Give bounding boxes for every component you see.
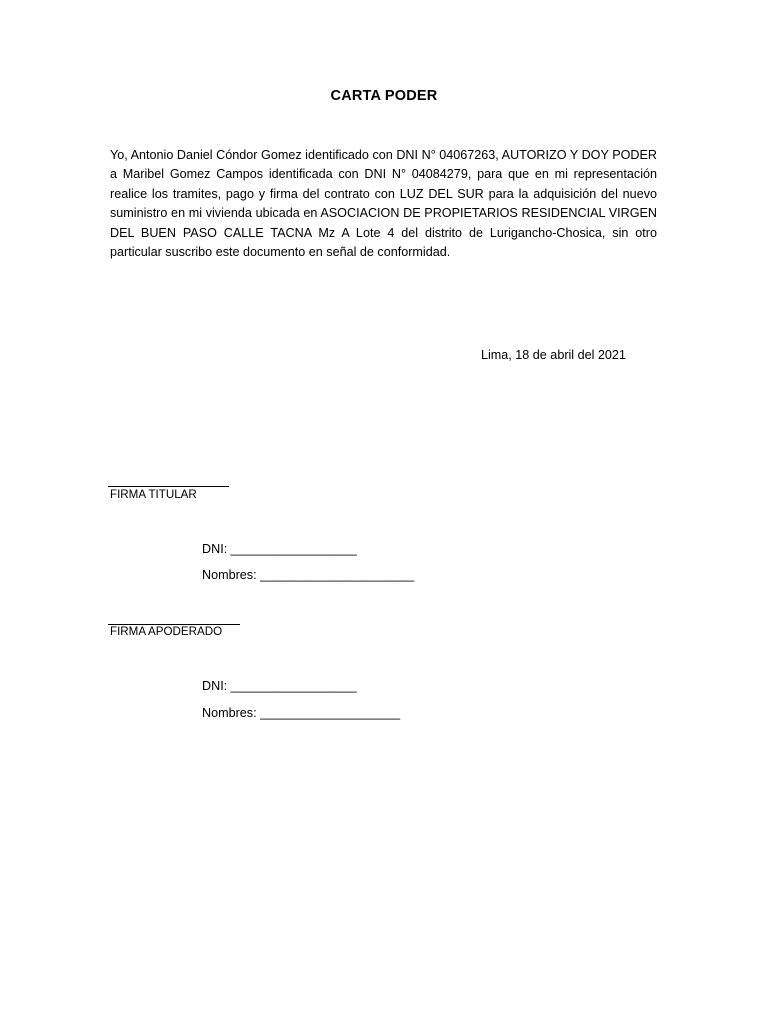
titular-nombres-field: Nombres: ______________________ [202, 568, 415, 582]
titular-signature-label: FIRMA TITULAR [110, 488, 197, 501]
titular-dni-field: DNI: __________________ [202, 542, 357, 556]
document-body-paragraph: Yo, Antonio Daniel Cóndor Gomez identificado con DNI N° 04067263, AUTORIZO Y DOY PODER a Maribel Gomez Campos identificada con DNI N° 04084279, para que en mi representación realice los tramites, pago y firma del contrato con LUZ DEL SUR para la adquisición del nuevo suministro en mi vivienda ubicada en ASOCIACION DE PROPIETARIOS RESIDENCIAL VIRGEN DEL BUEN PASO CALLE TACNA Mz A Lote 4 del distrito de Lurigancho-Chosica, sin otro particular suscribo este documento en señal de conformidad. [110, 148, 657, 260]
apoderado-signature-label: FIRMA APODERADO [110, 625, 223, 638]
apoderado-dni-field: DNI: __________________ [202, 679, 357, 693]
document-date: Lima, 18 de abril del 2021 [481, 348, 626, 362]
document-title: CARTA PODER [330, 88, 438, 104]
apoderado-nombres-field: Nombres: ____________________ [202, 706, 401, 720]
titular-signature-line [108, 486, 229, 487]
